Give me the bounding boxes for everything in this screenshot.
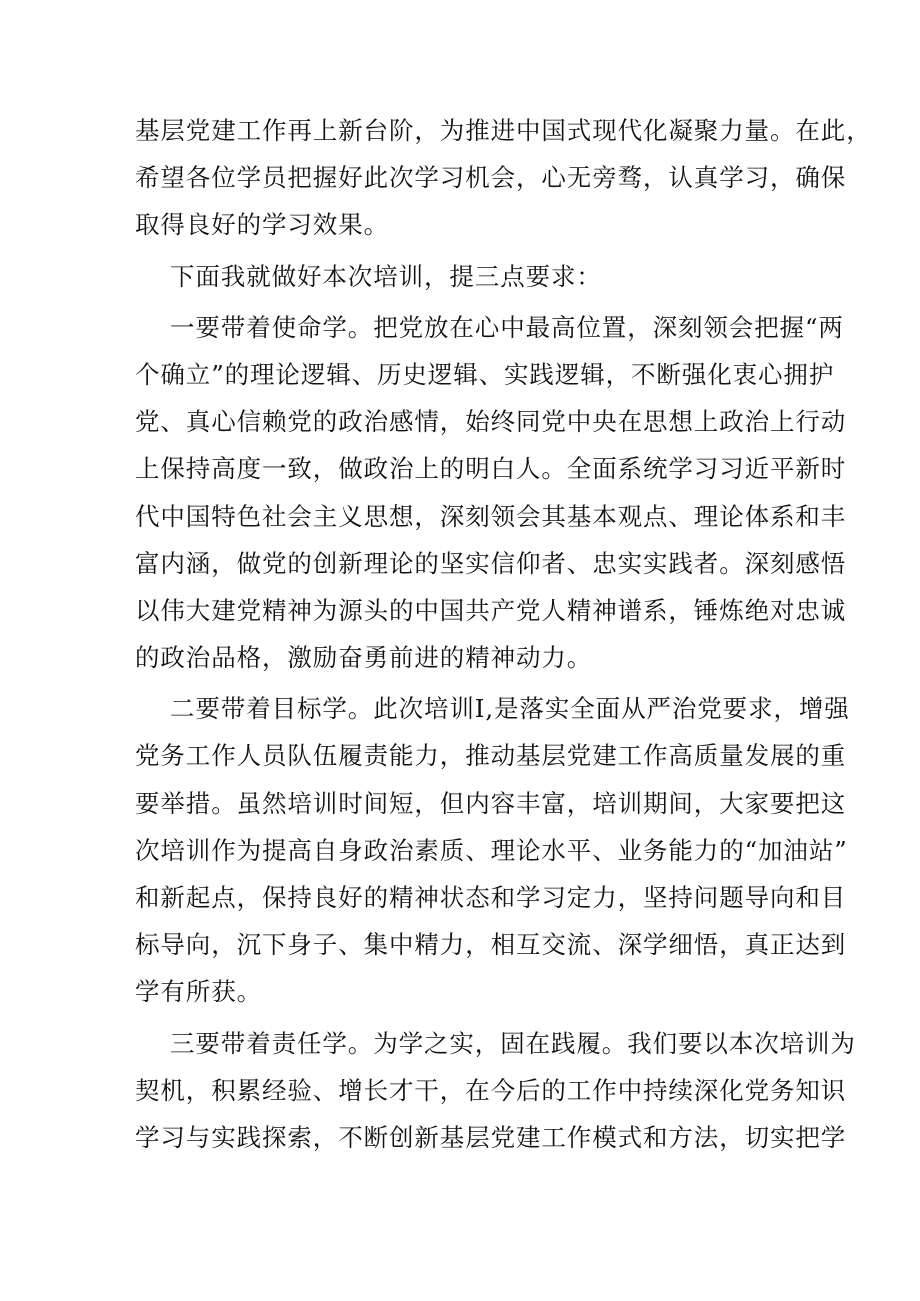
- text-line: 下面我就做好本次培训，提三点要求：: [170, 261, 602, 291]
- paragraph-requirement-two: [135, 685, 850, 1015]
- text-line: 个确立”的理论逻辑、历史逻辑、实践逻辑，不断强化衷心拥护: [135, 359, 835, 389]
- paragraph-requirement-three: [135, 1020, 856, 1162]
- text-line: 以伟大建党精神为源头的中国共产党人精神谱系，锤炼绝对忠诚: [135, 595, 847, 625]
- paragraph-requirement-one: [135, 304, 847, 682]
- text-line: 二要带着目标学。此次培训I,是落实全面从严治党要求，增强: [170, 694, 850, 724]
- text-line: 要举措。虽然培训时间短，但内容丰富，培训期间，大家要把这: [135, 788, 847, 818]
- text-line: 契机，积累经验、增长才干，在今后的工作中持续深化党务知识: [135, 1075, 847, 1105]
- text-line: 上保持高度一致，做政治上的明白人。全面系统学习习近平新时: [135, 454, 847, 484]
- text-line: 希望各位学员把握好此次学习机会，心无旁骛，认真学习，确保: [135, 163, 847, 193]
- text-line: 党务工作人员队伍履责能力，推动基层党建工作高质量发展的重: [135, 741, 847, 771]
- text-line: 学习与实践探索，不断创新基层党建工作模式和方法，切实把学: [135, 1122, 847, 1152]
- text-line: 的政治品格，激励奋勇前进的精神动力。: [135, 643, 593, 673]
- paragraph-requirements-intro: [135, 253, 795, 300]
- text-line: 富内涵，做党的创新理论的坚实信仰者、忠实实践者。深刻感悟: [135, 548, 847, 578]
- text-line: 次培训作为提高自身政治素质、理论水平、业务能力的“加油站”: [135, 835, 848, 865]
- text-line: 学有所获。: [135, 977, 262, 1007]
- text-line: 取得良好的学习效果。: [135, 210, 389, 240]
- paragraph-closing-remarks: [135, 107, 872, 249]
- text-line: 三要带着责任学。为学之实，固在践履。我们要以本次培训为: [170, 1028, 856, 1058]
- text-line: 一要带着使命学。把党放在心中最高位置，深刻领会把握“两: [170, 312, 844, 342]
- text-line: 和新起点，保持良好的精神状态和学习定力，坚持问题导向和目: [135, 883, 847, 912]
- document-body: [135, 107, 872, 1161]
- text-line: 代中国特色社会主义思想，深刻领会其基本观点、理论体系和丰: [135, 501, 847, 531]
- text-line: 基层党建工作再上新台阶，为推进中国式现代化凝聚力量。在此，: [135, 116, 872, 145]
- text-line: 标导向，沉下身子、集中精力，相互交流、深学细悟，真正达到: [135, 930, 847, 960]
- text-line: 党、真心信赖党的政治感情，始终同党中央在思想上政治上行动: [135, 407, 847, 437]
